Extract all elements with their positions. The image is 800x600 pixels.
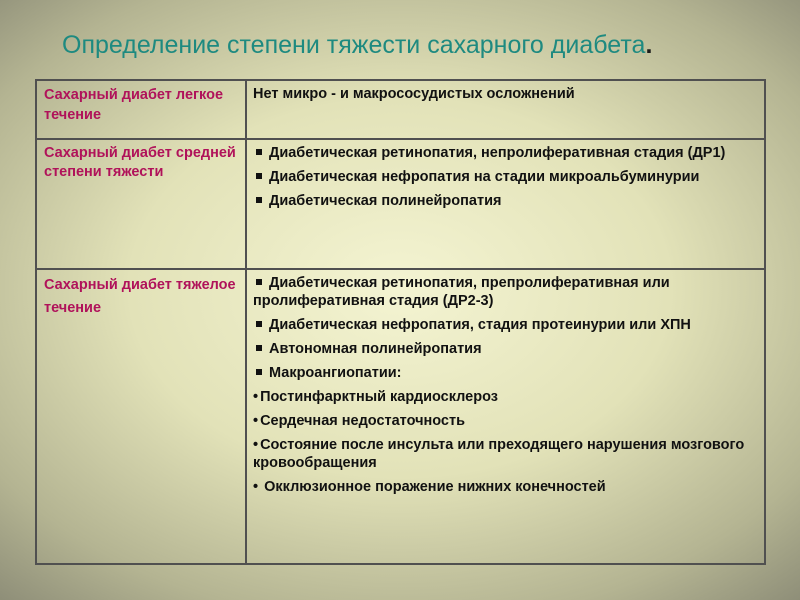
bullet-dot-icon: • bbox=[253, 389, 259, 405]
black-square-bullet-icon bbox=[256, 369, 262, 375]
black-square-bullet-icon bbox=[256, 321, 262, 327]
item-text: Диабетическая нефропатия на стадии микроальбуминурии bbox=[269, 169, 700, 185]
item-text: Диабетическая полинейропатия bbox=[269, 193, 502, 209]
column-divider bbox=[245, 81, 247, 138]
slide-title bbox=[62, 29, 782, 61]
table-row-mild bbox=[37, 81, 764, 140]
table-row-moderate bbox=[37, 140, 764, 270]
table-row-severe bbox=[37, 270, 764, 565]
list-item bbox=[253, 340, 763, 358]
row-label-mild: Сахарный диабет легкое течение bbox=[44, 87, 224, 123]
item-text: Диабетическая ретинопатия, непролиферативная стадия (ДР1) bbox=[269, 145, 726, 161]
item-text: Постинфарктный кардиосклероз bbox=[260, 389, 498, 405]
column-divider bbox=[245, 270, 247, 565]
row-content-severe bbox=[253, 274, 763, 502]
bullet-dot-icon: • bbox=[253, 437, 259, 453]
black-square-bullet-icon bbox=[256, 149, 262, 155]
row-content-moderate bbox=[253, 144, 763, 216]
row-content-mild bbox=[253, 85, 763, 109]
list-item bbox=[253, 412, 763, 430]
list-item bbox=[253, 168, 763, 186]
list-item bbox=[253, 478, 763, 496]
black-square-bullet-icon bbox=[256, 279, 262, 285]
black-square-bullet-icon bbox=[256, 173, 262, 179]
bullet-dot-icon: • bbox=[253, 479, 259, 495]
item-text: Диабетическая нефропатия, стадия протеинурии или ХПН bbox=[269, 317, 691, 333]
column-divider bbox=[245, 140, 247, 268]
bullet-dot-icon: • bbox=[253, 413, 259, 429]
black-square-bullet-icon bbox=[256, 197, 262, 203]
item-text: Нет микро - и макрососудистых осложнений bbox=[253, 86, 575, 102]
severity-table bbox=[35, 79, 766, 565]
item-text: Сердечная недостаточность bbox=[260, 413, 465, 429]
list-item bbox=[253, 274, 763, 310]
item-text: Макроангиопатии: bbox=[269, 365, 402, 381]
item-text: Диабетическая ретинопатия, препролиферативная или пролиферативная стадия (ДР2-3) bbox=[253, 275, 670, 309]
list-item bbox=[253, 144, 763, 162]
row-label-severe: Сахарный диабет тяжелое течение bbox=[44, 277, 236, 316]
list-item bbox=[253, 436, 763, 472]
item-text: Окклюзионное поражение нижних конечностей bbox=[260, 479, 606, 495]
slide-title-period: . bbox=[645, 31, 653, 59]
list-item bbox=[253, 364, 763, 382]
list-item bbox=[253, 192, 763, 210]
black-square-bullet-icon bbox=[256, 345, 262, 351]
list-item bbox=[253, 388, 763, 406]
slide-title-text: Определение степени тяжести сахарного диабета bbox=[62, 31, 646, 59]
item-text: Автономная полинейропатия bbox=[269, 341, 482, 357]
item-text: Состояние после инсульта или преходящего нарушения мозгового кровообращения bbox=[253, 437, 745, 471]
list-item bbox=[253, 316, 763, 334]
row-label-moderate: Сахарный диабет средней степени тяжести bbox=[44, 145, 236, 180]
list-item bbox=[253, 85, 763, 103]
